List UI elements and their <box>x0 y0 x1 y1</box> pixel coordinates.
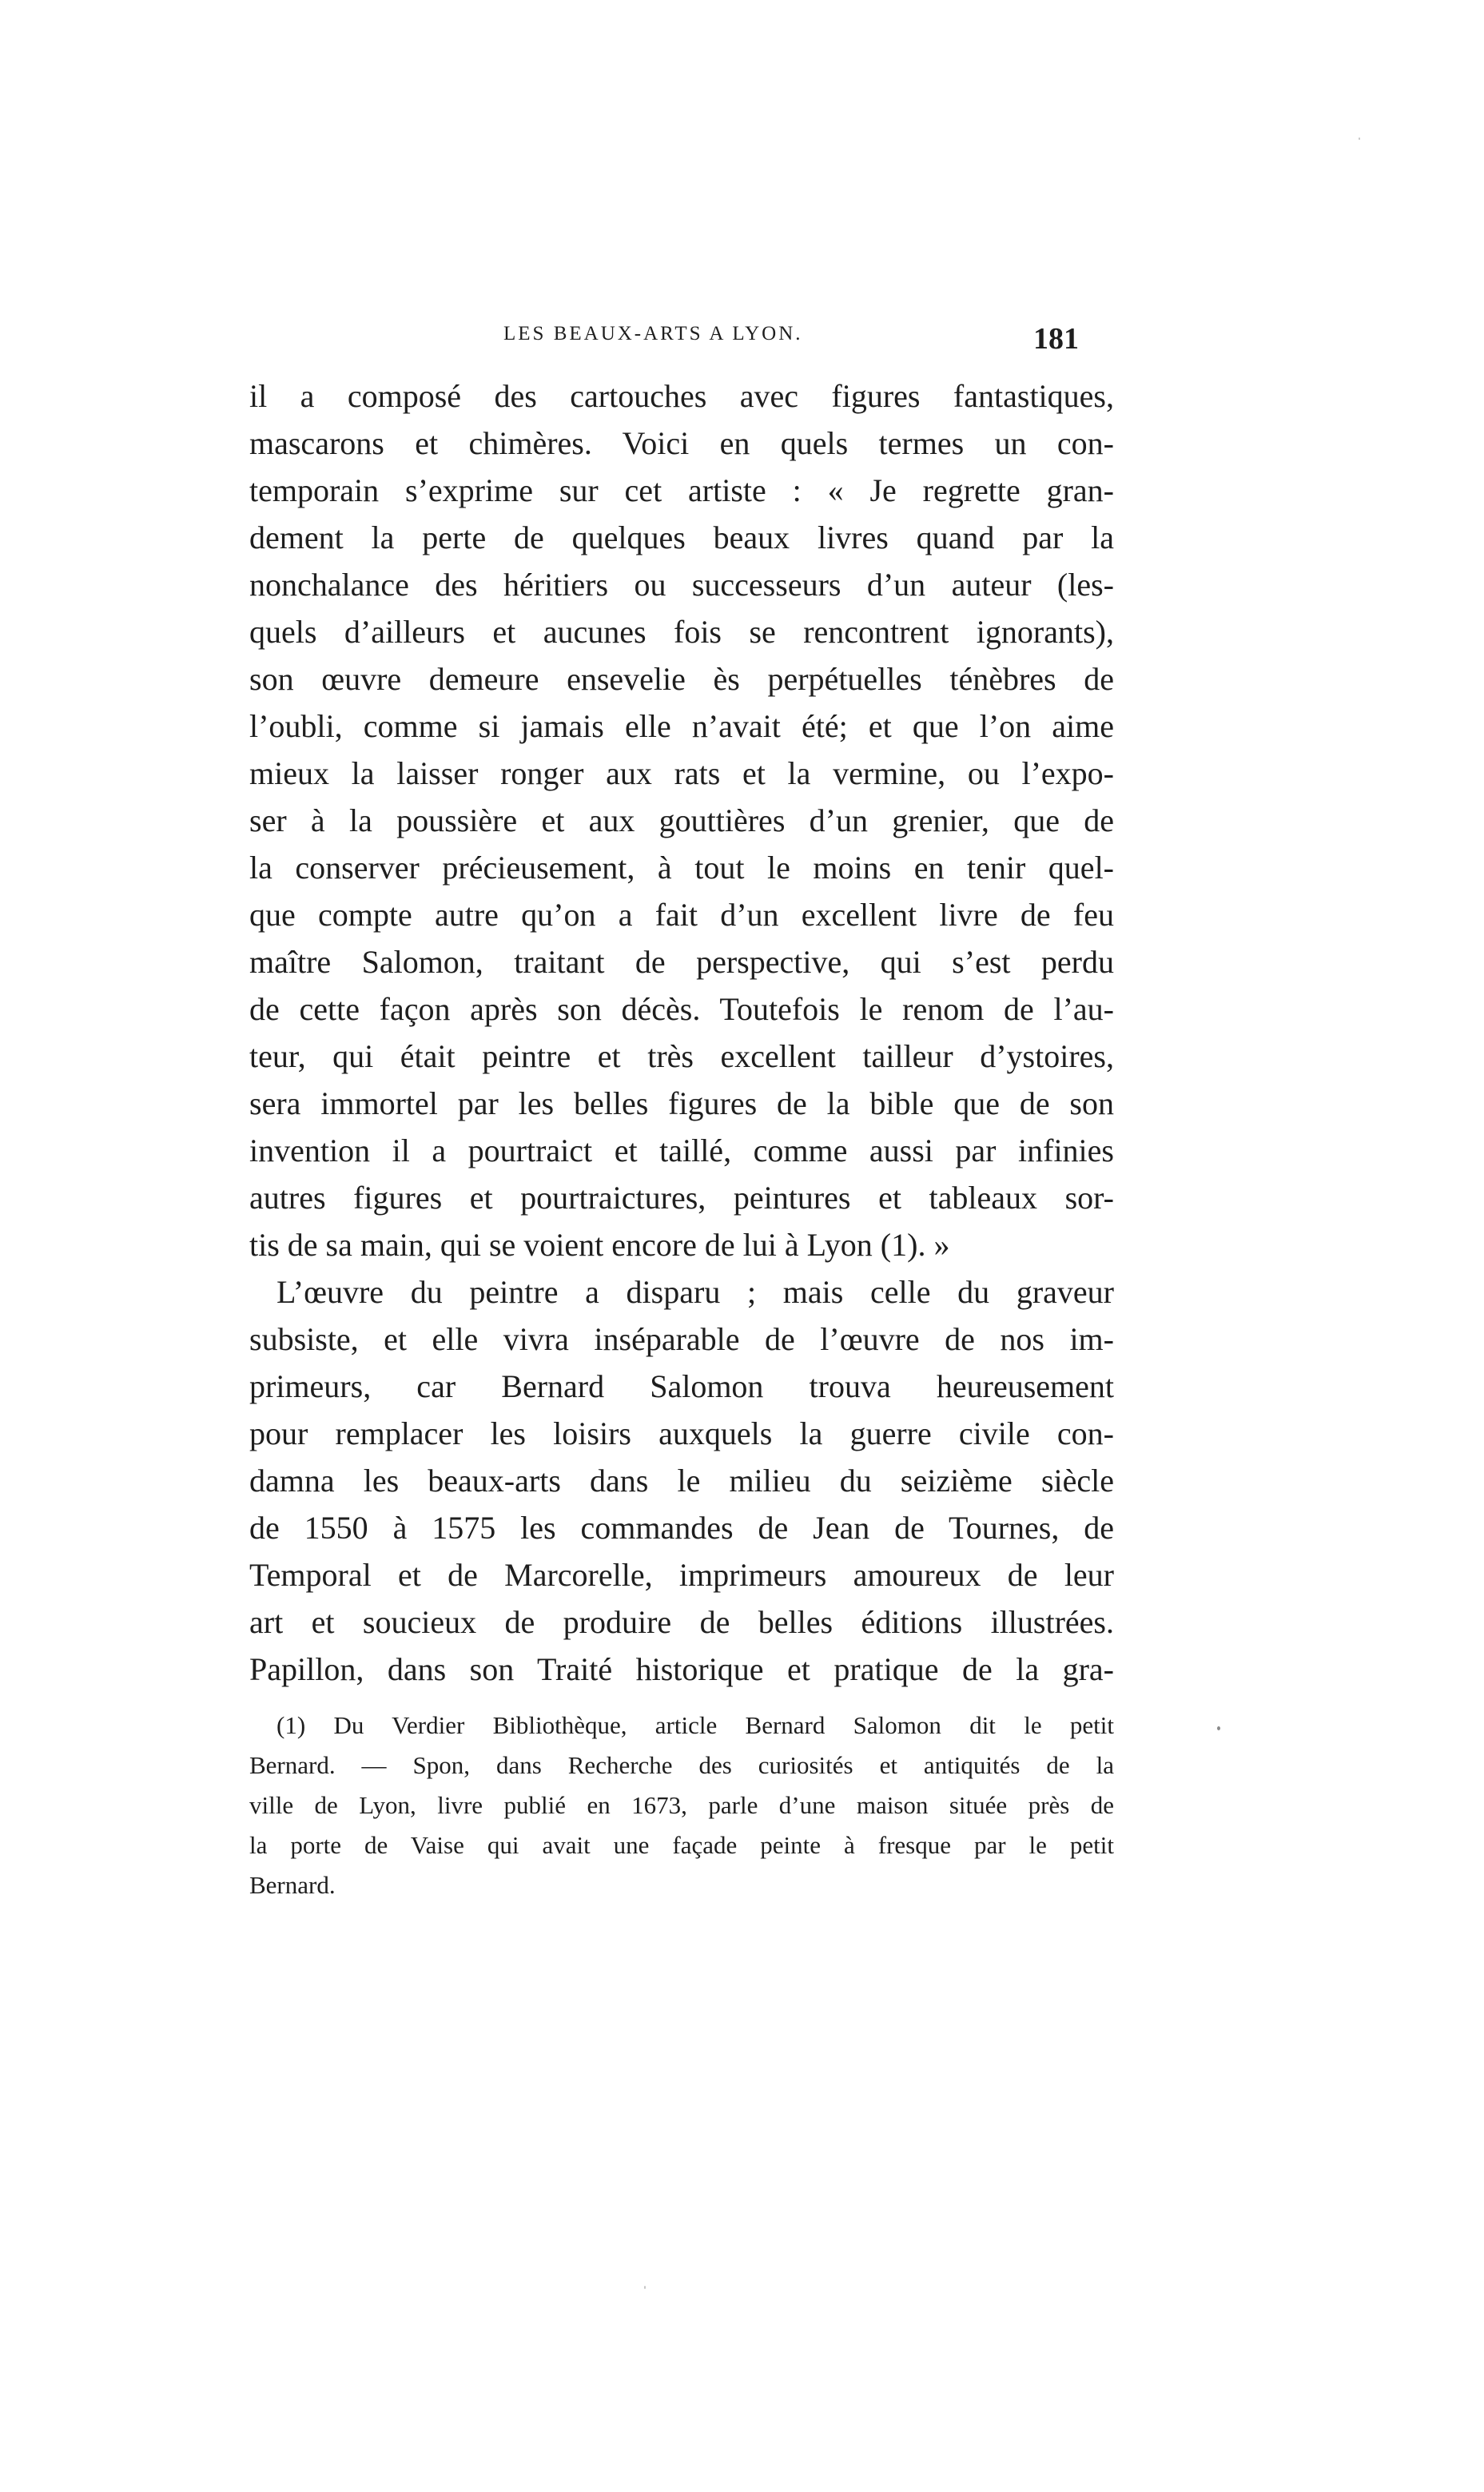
footnote-line: la porte de Vaise qui avait une façade peinte à fresque par le petit <box>249 1831 1114 1859</box>
body-line: invention il a pourtraict et taillé, comme aussi par infinies <box>249 1133 1114 1168</box>
body-line: maître Salomon, traitant de perspective, qui s’est perdu <box>249 944 1114 980</box>
body-line: il a composé des cartouches avec figures fantastiques, <box>249 378 1114 414</box>
body-line: ser à la poussière et aux gouttières d’un grenier, que de <box>249 802 1114 838</box>
body-line: art et soucieux de produire de belles éditions illustrées. <box>249 1604 1114 1640</box>
body-line: quels d’ailleurs et aucunes fois se rencontrent ignorants), <box>249 614 1114 650</box>
body-line: mieux la laisser ronger aux rats et la vermine, ou l’expo- <box>249 755 1114 791</box>
footnote-line: ville de Lyon, livre publié en 1673, parle d’une maison située près de <box>249 1791 1114 1819</box>
body-line: l’oubli, comme si jamais elle n’avait été; et que l’on aime <box>249 708 1114 744</box>
body-line: Papillon, dans son Traité historique et pratique de la gra- <box>249 1651 1114 1687</box>
body-line: nonchalance des héritiers ou successeurs d’un auteur (les- <box>249 567 1114 603</box>
body-line: la conserver précieusement, à tout le moins en tenir quel- <box>249 850 1114 886</box>
body-line: autres figures et pourtraictures, peintures et tableaux sor- <box>249 1180 1114 1216</box>
body-line: damna les beaux-arts dans le milieu du seizième siècle <box>249 1463 1114 1499</box>
footnote-line: Bernard. — Spon, dans Recherche des curiosités et antiquités de la <box>249 1751 1114 1779</box>
footnotes <box>249 1706 1114 1905</box>
body-line: teur, qui était peintre et très excellent tailleur d’ystoires, <box>249 1038 1114 1074</box>
body-line: L’œuvre du peintre a disparu ; mais celle du graveur <box>277 1274 1114 1310</box>
body-line: subsiste, et elle vivra inséparable de l’œuvre de nos im- <box>249 1321 1114 1357</box>
footnote-line: (1) Du Verdier Bibliothèque, article Bernard Salomon dit le petit <box>277 1711 1114 1739</box>
body-line: temporain s’exprime sur cet artiste : « Je regrette gran- <box>249 472 1114 508</box>
body-line: mascarons et chimères. Voici en quels termes un con- <box>249 425 1114 461</box>
body-text <box>249 372 1114 1693</box>
page-number: 181 <box>1033 322 1079 356</box>
body-line: de cette façon après son décès. Toutefois le renom de l’au- <box>249 991 1114 1027</box>
body-line: Temporal et de Marcorelle, imprimeurs amoureux de leur <box>249 1557 1114 1593</box>
body-line: que compte autre qu’on a fait d’un excellent livre de feu <box>249 897 1114 933</box>
body-line: son œuvre demeure ensevelie ès perpétuelles ténèbres de <box>249 661 1114 697</box>
footnote-line: Bernard. <box>249 1871 336 1899</box>
body-line: primeurs, car Bernard Salomon trouva heureusement <box>249 1368 1114 1404</box>
scan-speck <box>1359 137 1360 140</box>
body-line: de 1550 à 1575 les commandes de Jean de Tournes, de <box>249 1510 1114 1546</box>
body-line: dement la perte de quelques beaux livres quand par la <box>249 519 1114 555</box>
scan-speck <box>1217 1726 1220 1730</box>
running-head: LES BEAUX-ARTS A LYON. <box>503 323 803 344</box>
body-line: sera immortel par les belles figures de la bible que de son <box>249 1085 1114 1121</box>
body-line: tis de sa main, qui se voient encore de lui à Lyon (1). » <box>249 1227 950 1263</box>
body-line: pour remplacer les loisirs auxquels la guerre civile con- <box>249 1415 1114 1451</box>
scan-speck <box>644 2286 646 2289</box>
